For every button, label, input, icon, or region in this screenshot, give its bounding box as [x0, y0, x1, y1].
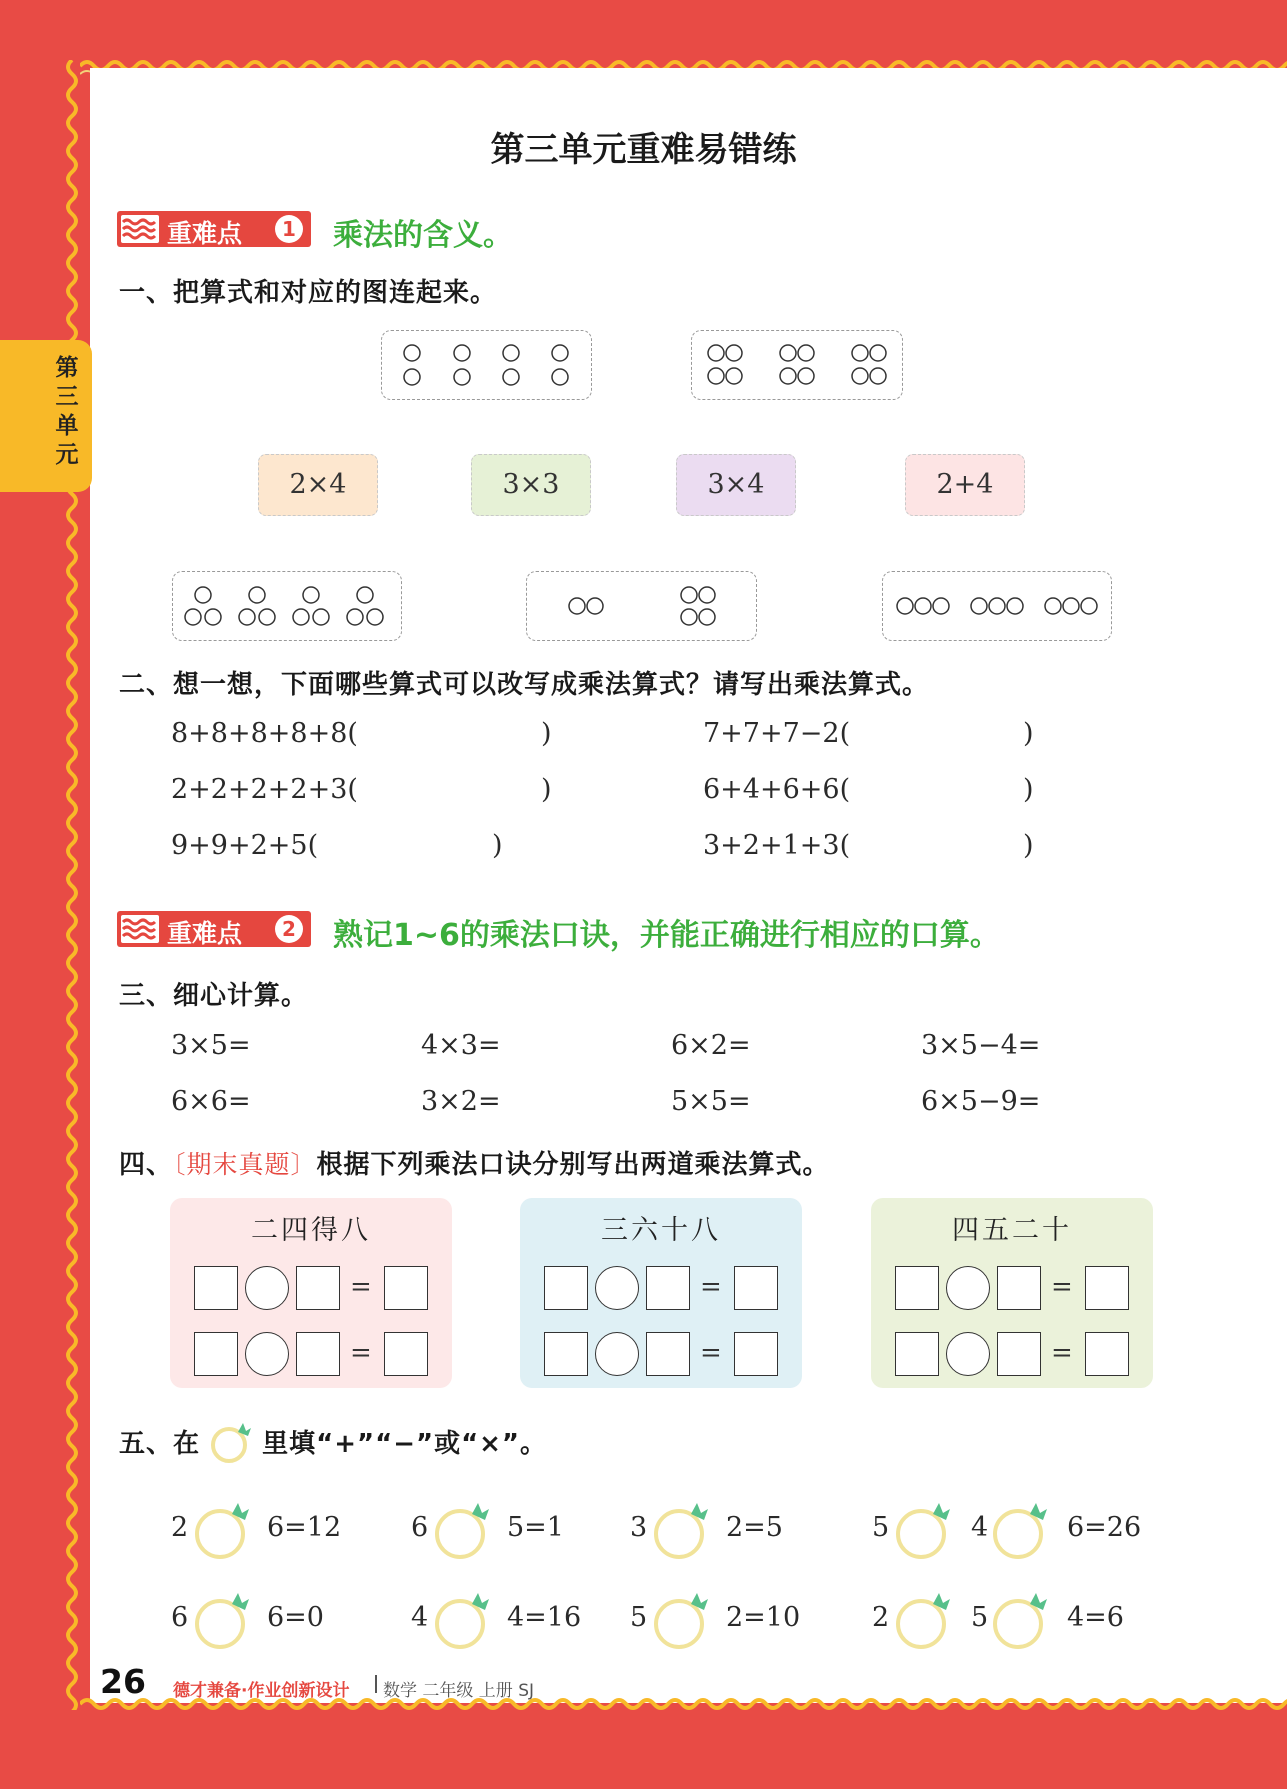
- circles-group-3x4: [692, 331, 902, 399]
- equals-sign: =: [350, 1272, 372, 1302]
- dots-picture-top-right: [691, 330, 903, 400]
- fruit-ring-icon: [992, 1590, 1052, 1650]
- question-5-text: 五、在 里填“+”“−”或“×”。: [119, 1420, 547, 1464]
- operand: 5: [971, 1602, 989, 1633]
- expression-card-1[interactable]: 2×4: [258, 454, 378, 516]
- calc-item-2: 4×3=: [421, 1030, 501, 1061]
- fruit-ring-icon: [210, 1420, 252, 1464]
- question-4-text: 四、〔期末真题〕根据下列乘法口诀分别写出两道乘法算式。: [119, 1150, 830, 1180]
- operand: 2: [171, 1512, 189, 1543]
- expression-card-2[interactable]: 3×3: [471, 454, 591, 516]
- calc-item-8: 6×5−9=: [921, 1086, 1041, 1117]
- answer-square[interactable]: [296, 1332, 340, 1376]
- expression-card-3[interactable]: 3×4: [676, 454, 796, 516]
- operand: 2: [872, 1602, 890, 1633]
- fruit-ring-icon: [653, 1590, 713, 1650]
- rhyme-title: 四五二十: [952, 1215, 1072, 1246]
- operator-circle[interactable]: [595, 1266, 639, 1310]
- operator-circle[interactable]: [946, 1332, 990, 1376]
- rhyme-title: 二四得八: [251, 1215, 371, 1246]
- dots-picture-bottom-right: [882, 571, 1112, 641]
- fruit-ring-icon: [434, 1590, 494, 1650]
- fruit-ring-icon: [895, 1590, 955, 1650]
- result-expression: 2=10: [726, 1602, 801, 1633]
- result-expression: 4=6: [1067, 1602, 1124, 1633]
- waves-icon: [121, 215, 159, 243]
- multiplication-rhyme-box-2: [520, 1198, 802, 1388]
- page-number: 26: [100, 1662, 146, 1701]
- calc-item-4: 3×5−4=: [921, 1030, 1041, 1061]
- result-expression: 6=12: [267, 1512, 342, 1543]
- result-expression: 6=0: [267, 1602, 324, 1633]
- q2-item-1-close: ): [541, 718, 552, 749]
- badge-label: 重难点: [167, 919, 243, 948]
- answer-square[interactable]: [895, 1332, 939, 1376]
- left-wave-border: [52, 60, 92, 1710]
- operand: 6: [171, 1602, 189, 1633]
- unit-side-tab-label: 第三单元: [55, 355, 79, 468]
- circles-group-4x2: [382, 331, 591, 399]
- calc-item-5: 6×6=: [171, 1086, 251, 1117]
- dots-picture-bottom-middle: [526, 571, 757, 641]
- result-expression: 4=16: [507, 1602, 582, 1633]
- calc-item-6: 3×2=: [421, 1086, 501, 1117]
- final-exam-tag: 〔期末真题〕: [173, 1150, 317, 1179]
- answer-square[interactable]: [194, 1332, 238, 1376]
- q2-item-6: 3+2+1+3(: [703, 830, 851, 861]
- expression-card-4[interactable]: 2+4: [905, 454, 1025, 516]
- circles-group-2-plus-4: [527, 572, 756, 640]
- equals-sign: =: [700, 1272, 722, 1302]
- badge-label: 重难点: [167, 219, 243, 248]
- result-expression: 2=5: [726, 1512, 783, 1543]
- key-point-1-text: 乘法的含义。: [333, 218, 513, 253]
- footer-subject: 数学 二年级 上册 SJ: [383, 1681, 535, 1701]
- fruit-ring-icon: [194, 1500, 254, 1560]
- badge-number: 1: [275, 215, 303, 243]
- q2-item-1: 8+8+8+8+8(: [171, 718, 358, 749]
- answer-square[interactable]: [296, 1266, 340, 1310]
- result-expression: 5=1: [507, 1512, 564, 1543]
- key-point-badge-1: [117, 211, 311, 247]
- q2-item-4: 6+4+6+6(: [703, 774, 851, 805]
- question-3-text: 三、细心计算。: [119, 981, 309, 1011]
- equals-sign: =: [700, 1338, 722, 1368]
- answer-square[interactable]: [997, 1332, 1041, 1376]
- page-title: 第三单元重难易错练: [490, 130, 797, 170]
- q2-item-6-close: ): [1023, 830, 1034, 861]
- unit-side-tab: [0, 340, 92, 492]
- answer-square[interactable]: [544, 1266, 588, 1310]
- multiplication-rhyme-box-3: [871, 1198, 1153, 1388]
- multiplication-rhyme-box-1: [170, 1198, 452, 1388]
- operand: 3: [630, 1512, 648, 1543]
- equals-sign: =: [1051, 1272, 1073, 1302]
- q2-item-2-close: ): [1023, 718, 1034, 749]
- equals-sign: =: [350, 1338, 372, 1368]
- fruit-ring-icon: [653, 1500, 713, 1560]
- answer-square[interactable]: [1085, 1266, 1129, 1310]
- dots-picture-top-left: [381, 330, 592, 400]
- calc-item-7: 5×5=: [671, 1086, 751, 1117]
- calc-item-3: 6×2=: [671, 1030, 751, 1061]
- operand: 5: [630, 1602, 648, 1633]
- footer-divider: [375, 1675, 377, 1693]
- key-point-badge-2: [117, 911, 311, 947]
- q2-item-5-close: ): [492, 830, 503, 861]
- circles-group-3x3: [883, 572, 1111, 640]
- operator-circle[interactable]: [946, 1266, 990, 1310]
- fruit-ring-icon: [895, 1500, 955, 1560]
- answer-square[interactable]: [734, 1266, 778, 1310]
- answer-square[interactable]: [646, 1266, 690, 1310]
- operator-circle[interactable]: [245, 1266, 289, 1310]
- badge-number: 2: [275, 915, 303, 943]
- fruit-ring-icon: [434, 1500, 494, 1560]
- waves-icon: [121, 915, 159, 943]
- operand: 4: [411, 1602, 429, 1633]
- operand: 4: [971, 1512, 989, 1543]
- question-2-text: 二、想一想，下面哪些算式可以改写成乘法算式？请写出乘法算式。: [119, 670, 930, 700]
- operand: 6: [411, 1512, 429, 1543]
- fruit-ring-icon: [194, 1590, 254, 1650]
- footer-brand: 德才兼备·作业创新设计: [173, 1681, 350, 1701]
- answer-square[interactable]: [1085, 1332, 1129, 1376]
- answer-square[interactable]: [544, 1332, 588, 1376]
- key-point-2-text: 熟记1~6的乘法口诀，并能正确进行相应的口算。: [333, 918, 1000, 953]
- result-expression: 6=26: [1067, 1512, 1142, 1543]
- answer-square[interactable]: [384, 1266, 428, 1310]
- circles-group-4x3: [173, 572, 401, 640]
- fruit-ring-icon: [992, 1500, 1052, 1560]
- answer-square[interactable]: [646, 1332, 690, 1376]
- operator-circle[interactable]: [245, 1332, 289, 1376]
- q2-item-4-close: ): [1023, 774, 1034, 805]
- answer-square[interactable]: [194, 1266, 238, 1310]
- question-1-text: 一、把算式和对应的图连起来。: [119, 278, 498, 308]
- q2-item-2: 7+7+7−2(: [703, 718, 851, 749]
- answer-square[interactable]: [384, 1332, 428, 1376]
- rhyme-title: 三六十八: [601, 1215, 721, 1246]
- q2-item-3-close: ): [541, 774, 552, 805]
- q2-item-3: 2+2+2+2+3(: [171, 774, 358, 805]
- operator-circle[interactable]: [595, 1332, 639, 1376]
- answer-square[interactable]: [895, 1266, 939, 1310]
- equals-sign: =: [1051, 1338, 1073, 1368]
- q2-item-5: 9+9+2+5(: [171, 830, 319, 861]
- answer-square[interactable]: [734, 1332, 778, 1376]
- dots-picture-bottom-left: [172, 571, 402, 641]
- calc-item-1: 3×5=: [171, 1030, 251, 1061]
- operand: 5: [872, 1512, 890, 1543]
- answer-square[interactable]: [997, 1266, 1041, 1310]
